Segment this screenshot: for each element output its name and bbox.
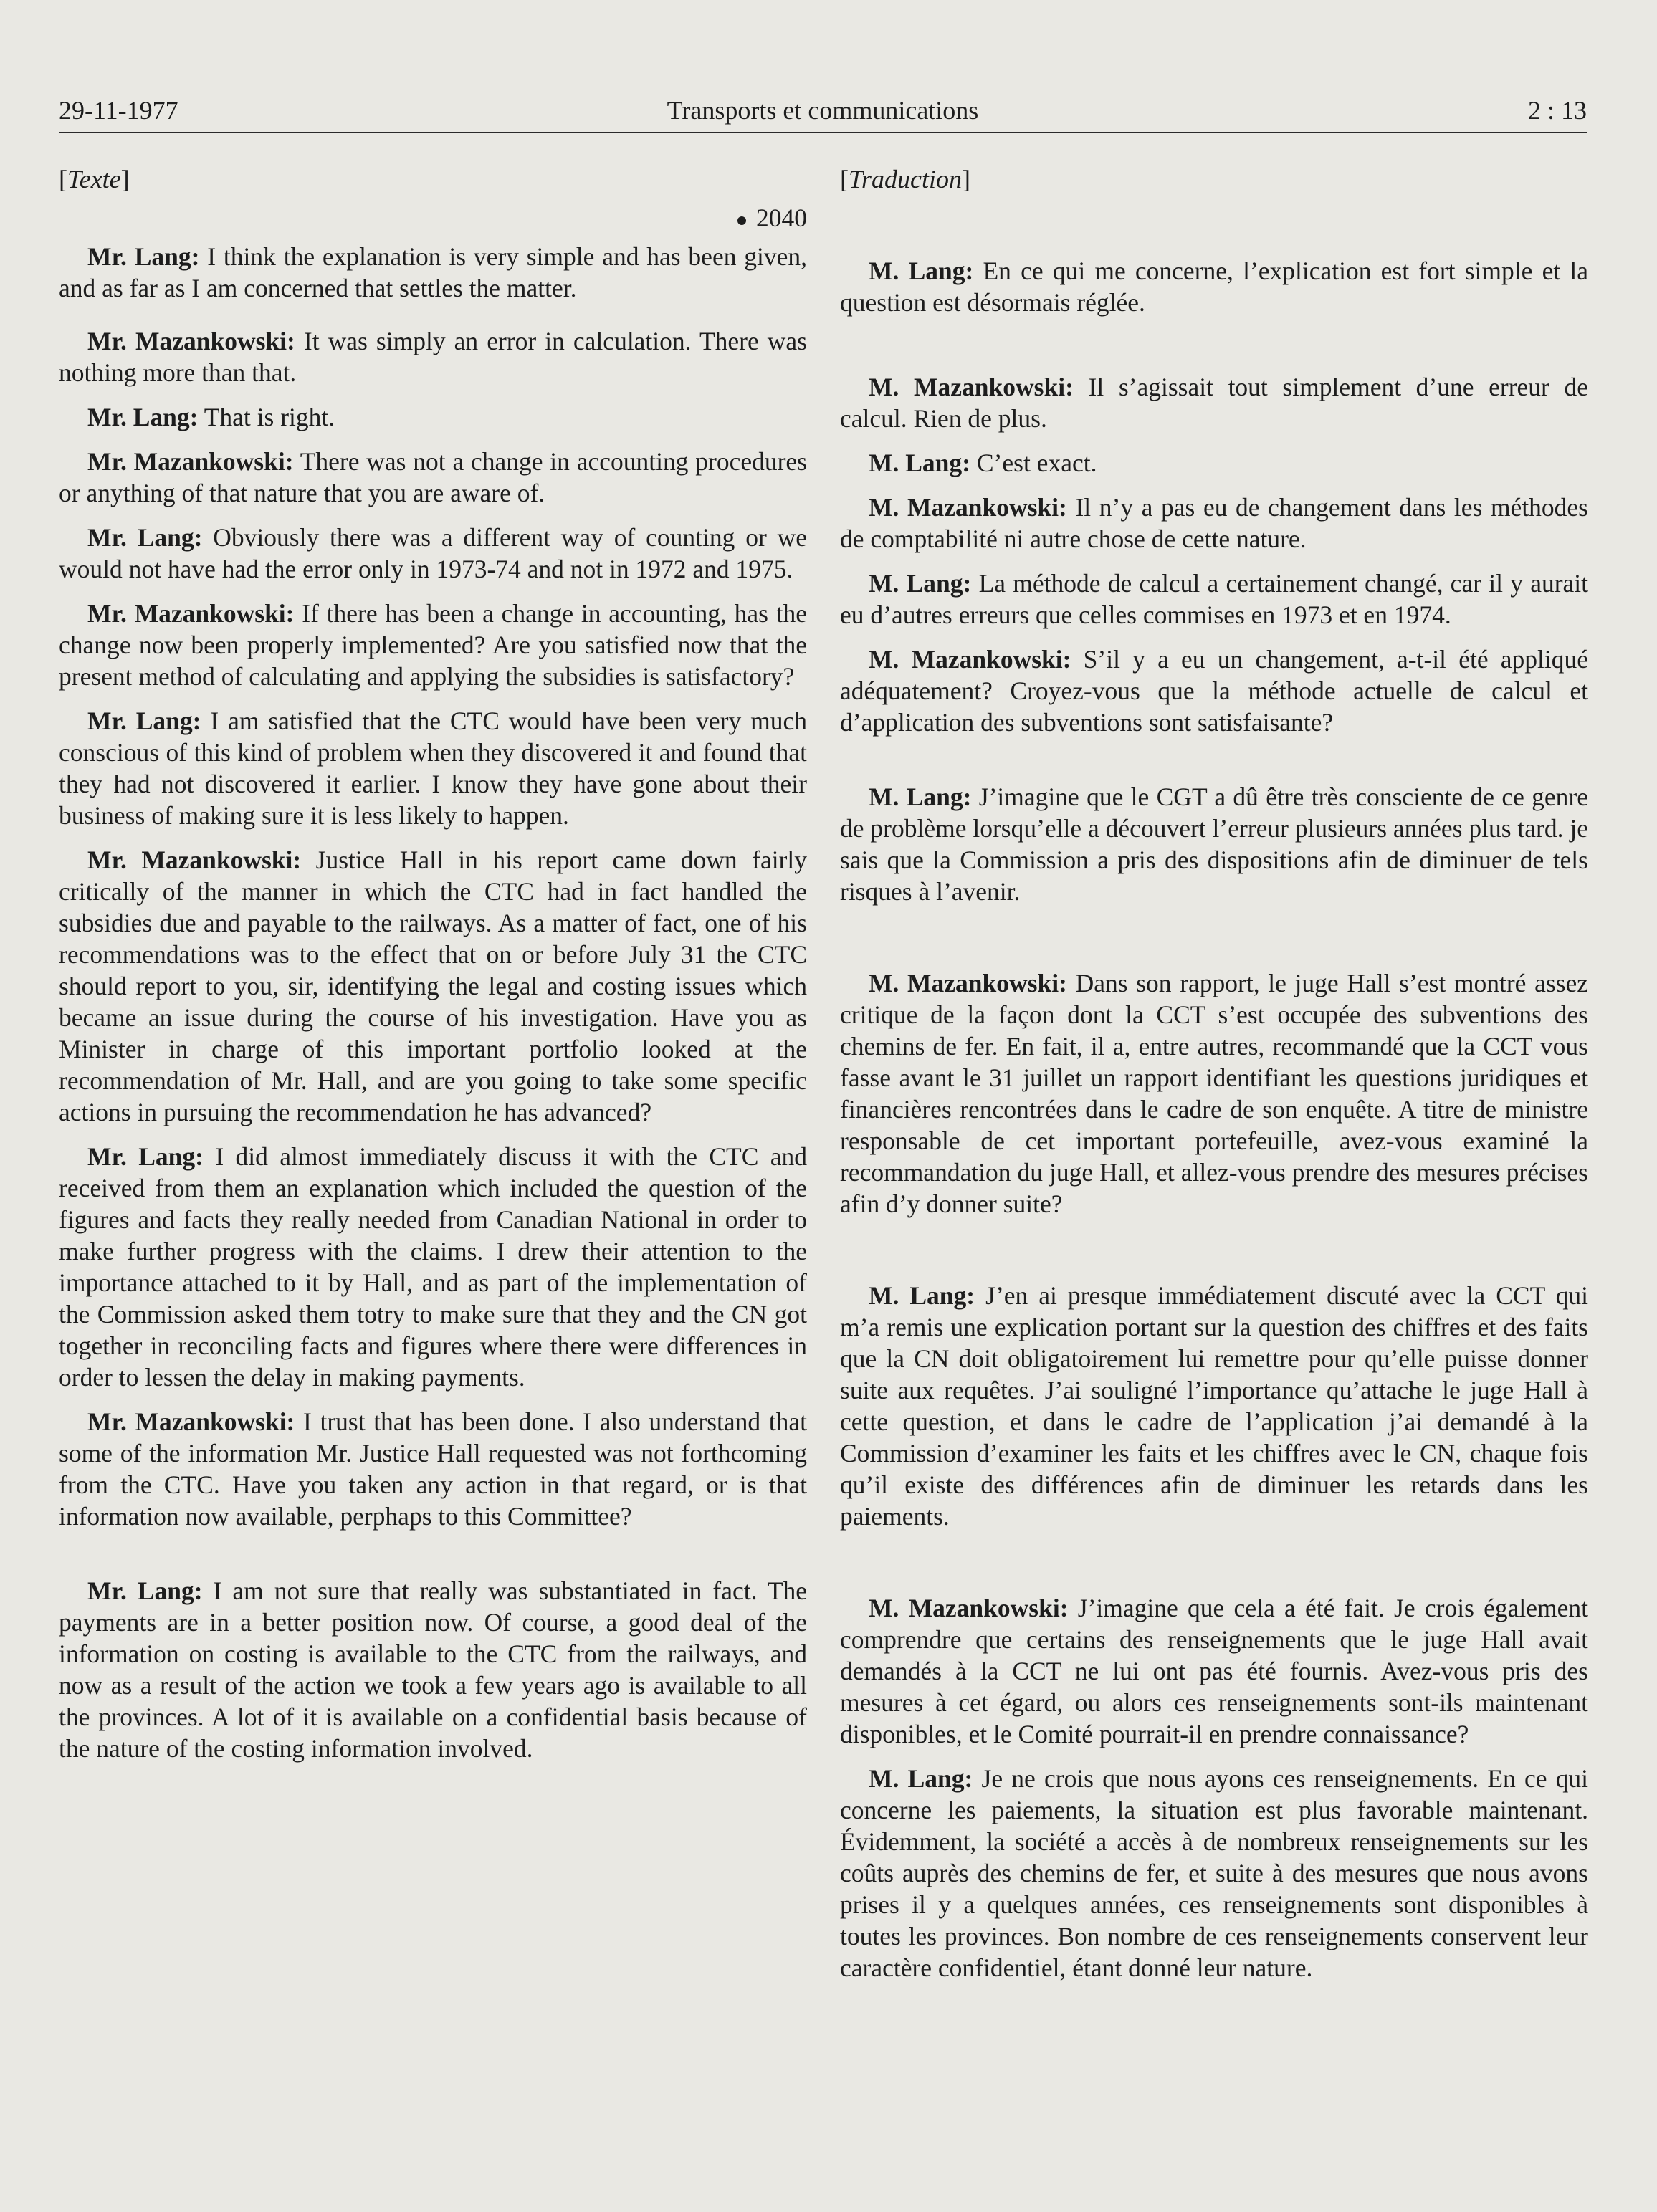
- speech-paragraph: [840, 1280, 1588, 1532]
- speech-paragraph: [840, 967, 1588, 1220]
- speech-text: I am not sure that really was substantiated in fact. The payments are in a better position now. Of course, a good deal of the information on costing is available to the CTC from the railways, and now as a result of the action we took a few years ago is available to all the provinces. A lot of it is available on a confidential basis because of the nature of the costing information involved.: [59, 1576, 808, 1763]
- speech-text: Obviously there was a different way of counting or we would not have had the error only in 1973-74 and not in 1972 and 1975.: [59, 523, 808, 583]
- speaker-name: M. Lang:: [869, 569, 972, 598]
- speech-text: It was simply an error in calculation. There was nothing more than that.: [59, 327, 807, 387]
- speaker-name: Mr. Mazankowski:: [87, 1407, 295, 1436]
- speech-paragraph: [59, 1141, 807, 1393]
- speaker-name: M. Mazankowski:: [869, 1594, 1069, 1622]
- speaker-name: M. Lang:: [869, 449, 970, 477]
- speaker-name: M. Mazankowski:: [869, 645, 1071, 674]
- header-date: 29-11-1977: [59, 96, 178, 125]
- speech-text: J’imagine que cela a été fait. Je crois également comprendre que certains des renseignements que le juge Hall avait demandés à la CCT ne lui ont pas été fournis. Avez-vous pris des mesures à cet égard, ou alors ces renseignements sont-ils maintenant disponibles, et le Comité pourrait-il en prendre connaissance?: [840, 1594, 1589, 1748]
- bullet-icon: [737, 216, 746, 225]
- running-header: [59, 89, 1587, 133]
- speech-text: La méthode de calcul a certainement changé, car il y aurait eu d’autres erreurs que celles commises en 1973 et en 1974.: [840, 569, 1589, 629]
- french-label-text: Traduction: [849, 165, 963, 193]
- speaker-name: Mr. Lang:: [87, 1576, 203, 1605]
- speech-text: If there has been a change in accounting, has the change now been properly implemented? Are you satisfied now that the present method of calculating and applying the subsidies is satisfactory?: [59, 599, 808, 691]
- speaker-name: M. Mazankowski:: [869, 373, 1074, 401]
- speech-paragraph: [840, 1763, 1588, 1983]
- speech-paragraph: [840, 371, 1588, 434]
- speech-text: I think the explanation is very simple and has been given, and as far as I am concerned that settles the matter.: [59, 242, 808, 302]
- speech-text: Il n’y a pas eu de changement dans les méthodes de comptabilité ni autre chose de cette nature.: [840, 493, 1588, 553]
- speaker-name: M. Lang:: [869, 1764, 973, 1793]
- english-column-label: [Texte]: [59, 165, 130, 193]
- speaker-name: Mr. Lang:: [87, 403, 199, 431]
- speech-paragraph: [840, 1592, 1588, 1750]
- speech-text: There was not a change in accounting procedures or anything of that nature that you are aware of.: [59, 447, 807, 507]
- speech-text: C’est exact.: [976, 449, 1097, 477]
- speech-text: Justice Hall in his report came down fairly critically of the manner in which the CTC had in fact handled the subsidies due and payable to the railways. As a matter of fact, one of his recommendations was to the effect that on or before July 31 the CTC should report to you, sir, identifying the legal and costing issues which became an issue during the course of his investigation. Have you as Minister in charge of this important portfolio looked at the recommendation of Mr. Hall, and are you going to take some specific actions in pursuing the recommendation he has advanced?: [59, 846, 807, 1126]
- english-column: [59, 163, 807, 1764]
- speech-text: J’en ai presque immédiatement discuté avec la CCT qui m’a remis une explication portant sur la question des chiffres et des faits que la CN doit obligatoirement lui remettre pour qu’elle puisse donner suite aux requêtes. J’ai souligné l’importance qu’attache le juge Hall à cette question, et dans le cadre de l’application j’ai demandé à la Commission d’examiner les faits et les chiffres avec le CN, chaque fois qu’il existe des différences afin de diminuer les retards dans les paiements.: [840, 1281, 1589, 1531]
- speech-text: I am satisfied that the CTC would have been very much conscious of this kind of problem when they discovered it and found that they had not discovered it earlier. I know they have gone about their business of making sure it is less likely to happen.: [59, 707, 807, 830]
- french-column-label: [Traduction]: [840, 165, 971, 193]
- speech-paragraph: [840, 781, 1588, 907]
- speech-text: I trust that has been done. I also understand that some of the information Mr. Justice Hall requested was not forthcoming from the CTC. Have you taken any action in that regard, or is that information now available, perphaps to this Committee?: [59, 1407, 808, 1531]
- speech-paragraph: [59, 598, 807, 692]
- speech-paragraph: [59, 401, 807, 433]
- english-label-text: Texte: [67, 165, 121, 193]
- speaker-name: Mr. Mazankowski:: [87, 447, 294, 476]
- speech-text: I did almost immediately discuss it with the CTC and received from them an explanation which included the question of the figures and facts they really needed from Canadian National in order to make further progress with the claims. I drew their attention to the importance attached to it by Hall, and as part of the implementation of the Commission asked them totry to make sure that they and the CN got together in reconciling facts and figures where there were differences in order to lessen the delay in making payments.: [59, 1142, 808, 1392]
- speaker-name: Mr. Lang:: [87, 707, 201, 735]
- speech-text: Dans son rapport, le juge Hall s’est montré assez critique de la façon dont la CCT s’est occupée des subventions des chemins de fer. En fait, il a, entre autres, recommandé que la CCT vous fasse avant le 31 juillet un rapport identifiant les questions juridiques et financières rencontrées dans le cadre de son enquête. A titre de ministre responsable de cet important portefeuille, avez-vous examiné la recommandation du juge Hall, et allez-vous prendre des mesures précises afin d’y donner suite?: [840, 969, 1588, 1218]
- time-marker: [59, 202, 807, 234]
- speech-paragraph: [840, 255, 1588, 318]
- speech-text: J’imagine que le CGT a dû être très consciente de ce genre de problème lorsqu’elle a découvert l’erreur plusieurs années plus tard. je sais que la Commission a pris des dispositions afin de diminuer de tels risques à l’avenir.: [840, 782, 1588, 906]
- speaker-name: Mr. Lang:: [87, 1142, 204, 1171]
- speaker-name: Mr. Mazankowski:: [87, 327, 295, 355]
- speech-text: En ce qui me concerne, l’explication est fort simple et la question est désormais réglée.: [840, 257, 1589, 317]
- speaker-name: M. Lang:: [869, 782, 972, 811]
- speech-paragraph: [59, 325, 807, 388]
- speech-paragraph: [59, 1575, 807, 1764]
- time-marker-value: 2040: [756, 204, 807, 232]
- speech-text: Je ne crois que nous ayons ces renseignements. En ce qui concerne les paiements, la situation est plus favorable maintenant. Évidemment, la société a accès à de nombreux renseignements sur les coûts auprès des chemins de fer, et suite à des mesures que nous avons prises il y a quelques années, ces renseignements sont disponibles à toutes les provinces. Bon nombre de ces renseignements conservent leur caractère confidentiel, étant donné leur nature.: [840, 1764, 1589, 1982]
- speech-text: Il s’agissait tout simplement d’une erreur de calcul. Rien de plus.: [840, 373, 1588, 433]
- speech-text: S’il y a eu un changement, a-t-il été appliqué adéquatement? Croyez-vous que la méthode actuelle de calcul et d’application des subventions sont satisfaisante?: [840, 645, 1589, 737]
- speaker-name: M. Lang:: [869, 257, 974, 285]
- speaker-name: Mr. Mazankowski:: [87, 846, 302, 874]
- speech-paragraph: [59, 844, 807, 1128]
- speech-paragraph: [59, 705, 807, 831]
- speaker-name: Mr. Mazankowski:: [87, 599, 295, 628]
- speech-text: That is right.: [204, 403, 335, 431]
- speaker-name: Mr. Lang:: [87, 242, 200, 271]
- speech-paragraph: [59, 446, 807, 509]
- french-column: [840, 163, 1588, 1983]
- header-title: Transports et communications: [667, 96, 979, 125]
- speaker-name: M. Mazankowski:: [869, 493, 1067, 522]
- speech-paragraph: [840, 643, 1588, 738]
- header-page-number: 2 : 13: [1527, 96, 1587, 125]
- speech-paragraph: [59, 1406, 807, 1532]
- speech-paragraph: [59, 241, 807, 304]
- speaker-name: Mr. Lang:: [87, 523, 203, 552]
- speech-paragraph: [840, 447, 1588, 479]
- speech-paragraph: [840, 492, 1588, 555]
- speaker-name: M. Lang:: [869, 1281, 975, 1310]
- speech-paragraph: [59, 522, 807, 585]
- speech-paragraph: [840, 568, 1588, 631]
- speaker-name: M. Mazankowski:: [869, 969, 1067, 997]
